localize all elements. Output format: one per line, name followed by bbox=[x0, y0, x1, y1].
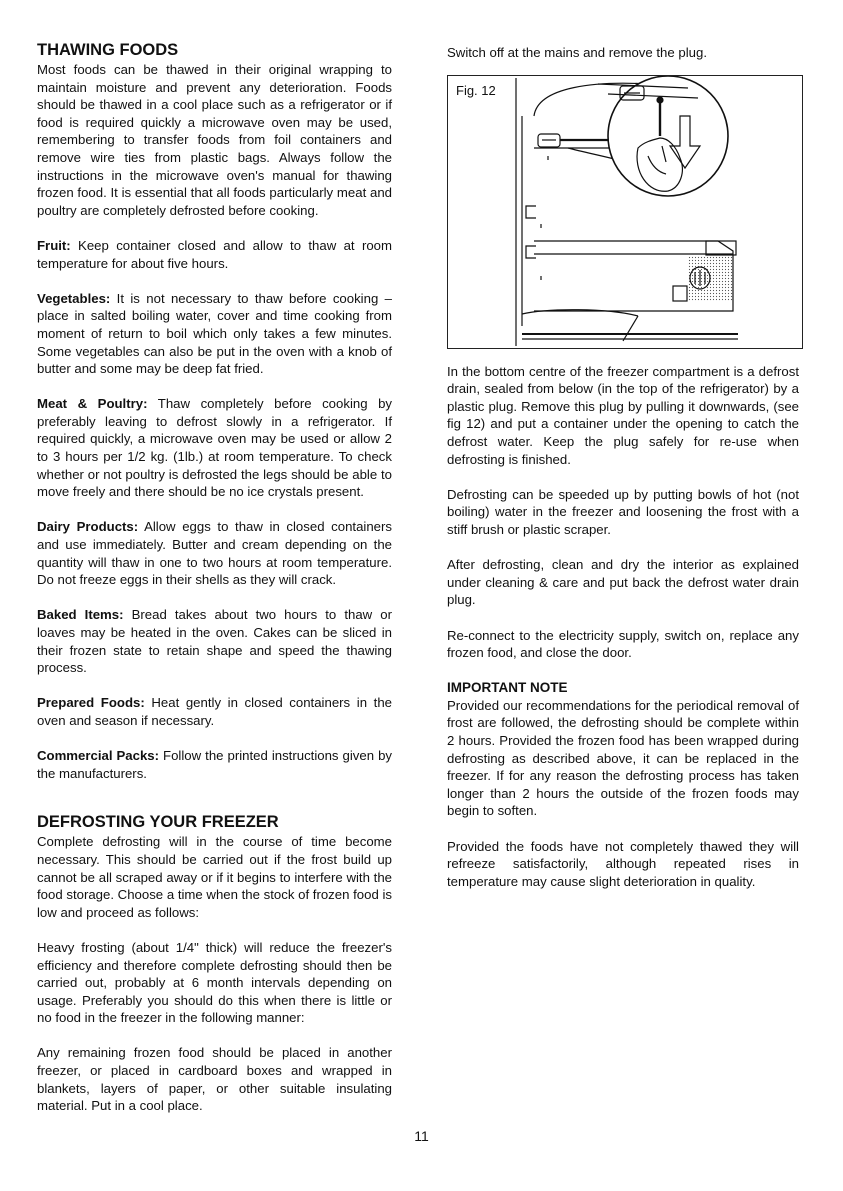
refreeze-paragraph: Provided the foods have not completely thawed they will refreeze satisfactorily, although repeated rises in temperature may cause slight deterioration in quality. bbox=[447, 838, 799, 889]
dairy-text: Allow eggs to thaw in closed containers and use immediately. Butter and cream depending on the quantity will thaw in one to two hours at room temperature. Do not freeze eggs in their shells as they will crack. bbox=[37, 519, 392, 588]
important-note-heading: IMPORTANT NOTE bbox=[447, 680, 568, 696]
figure-12 bbox=[447, 75, 803, 349]
vegetables-text: It is not necessary to thaw before cooking – place in salted boiling water, cover and time cooking from moment of return to boil which only takes a few minutes. Some vegetables can also be put in the oven with a knob of butter and some may be deep fat fried. bbox=[37, 290, 392, 377]
right-column bbox=[447, 44, 799, 908]
commercial-packs-text: Follow the printed instructions given by the manufacturers. bbox=[37, 748, 392, 781]
baked-items-paragraph bbox=[37, 606, 392, 676]
left-column bbox=[37, 40, 392, 1132]
defrost-paragraph-1: Complete defrosting will in the course of time become necessary. This should be carried out if the frost build up cannot be all scraped away or if it begins to interfere with the food storage. Choose a time when the stock of frozen food is low and proceed as follows: bbox=[37, 834, 392, 920]
meat-poultry-label: Meat & Poultry: bbox=[37, 396, 148, 412]
thawing-foods-heading: THAWING FOODS bbox=[37, 41, 179, 59]
freezer-drain-illustration bbox=[448, 76, 802, 348]
thawing-intro-paragraph: Most foods can be thawed in their original wrapping to maintain moisture and prevent any deterioration. Foods should be thawed in a cool place such as a refrigerator or if food is required quickly a microwave oven may be used, remembering to transfer foods from foil containers and remove wire ties from plastic bags. Always follow the instructions in the microwave oven's manual for thawing frozen food. It is essential that all foods particularly meat and poultry are completely defrosted before cooking. bbox=[37, 62, 392, 218]
defrosting-heading: DEFROSTING YOUR FREEZER bbox=[37, 813, 279, 832]
meat-poultry-text: Thaw completely before cooking by preferably leaving to defrost slowly in a refrigerator. If required quickly, a microwave oven may be used or allow 2 to 3 hours per 1/2 kg. (1lb.) at room temperature. To check whether or not poultry is defrosted the legs should be able to move freely and there should be no ice crystals present. bbox=[37, 396, 393, 500]
meat-poultry-paragraph bbox=[37, 395, 392, 501]
page-number: 11 bbox=[414, 1128, 429, 1144]
fruit-paragraph bbox=[37, 237, 392, 272]
prepared-foods-paragraph bbox=[37, 694, 392, 729]
figure-label: Fig. 12 bbox=[456, 82, 496, 98]
vegetables-label: Vegetables: bbox=[37, 290, 111, 306]
defrost-paragraph-2: Heavy frosting (about 1/4" thick) will reduce the freezer's efficiency and therefore complete defrosting should then be carried out, probably at 6 month intervals depending on usage. Preferably you should do this when there is little or no food in the freezer in the following manner: bbox=[37, 939, 392, 1026]
important-note-paragraph: Provided our recommendations for the periodical removal of frost are followed, the defrosting should be complete within 2 hours. Provided the frozen food has been wrapped during defrosting as described above, it can be replaced in the freezer. If for any reason the defrosting process has taken longer than 2 hours the outside of the frozen foods may begin to soften. bbox=[447, 697, 799, 819]
vegetables-paragraph bbox=[37, 290, 392, 378]
reconnect-paragraph: Re-connect to the electricity supply, switch on, replace any frozen food, and close the door. bbox=[447, 627, 799, 661]
fruit-label: Fruit: bbox=[37, 237, 71, 253]
dairy-label: Dairy Products: bbox=[37, 519, 139, 535]
defrost-paragraph-3: Any remaining frozen food should be placed in another freezer, or placed in cardboard boxes and wrapped in blankets, layers of paper, or other suitable insulating material. Put in a cool place. bbox=[37, 1045, 392, 1114]
dairy-paragraph bbox=[37, 518, 392, 588]
commercial-packs-paragraph bbox=[37, 747, 392, 782]
prepared-foods-label: Prepared Foods: bbox=[37, 695, 145, 711]
after-defrosting-paragraph: After defrosting, clean and dry the interior as explained under cleaning & care and put back the defrost water drain plug. bbox=[447, 557, 799, 608]
baked-items-label: Baked Items: bbox=[37, 607, 124, 623]
baked-items-text: Bread takes about two hours to thaw or loaves may be heated in the oven. Cakes can be sliced in their frozen state to retain shape and speed the thawing process. bbox=[37, 607, 392, 676]
switch-off-paragraph: Switch off at the mains and remove the plug. bbox=[447, 45, 707, 60]
prepared-foods-text: Heat gently in closed containers in the oven and season if necessary. bbox=[37, 695, 392, 728]
drain-paragraph: In the bottom centre of the freezer compartment is a defrost drain, sealed from below (in the top of the refrigerator) by a plastic plug. Remove this plug by pulling it downwards, (see fig 12) and put a container under the opening to catch the defrost water. Keep the plug safely for re-use when defrosting is finished. bbox=[447, 363, 799, 467]
fruit-text: Keep container closed and allow to thaw at room temperature for about five hours. bbox=[37, 237, 392, 271]
commercial-packs-label: Commercial Packs: bbox=[37, 748, 160, 764]
speed-up-paragraph: Defrosting can be speeded up by putting bowls of hot (not boiling) water in the freezer and loosening the frost with a stiff brush or plastic scraper. bbox=[447, 486, 799, 537]
